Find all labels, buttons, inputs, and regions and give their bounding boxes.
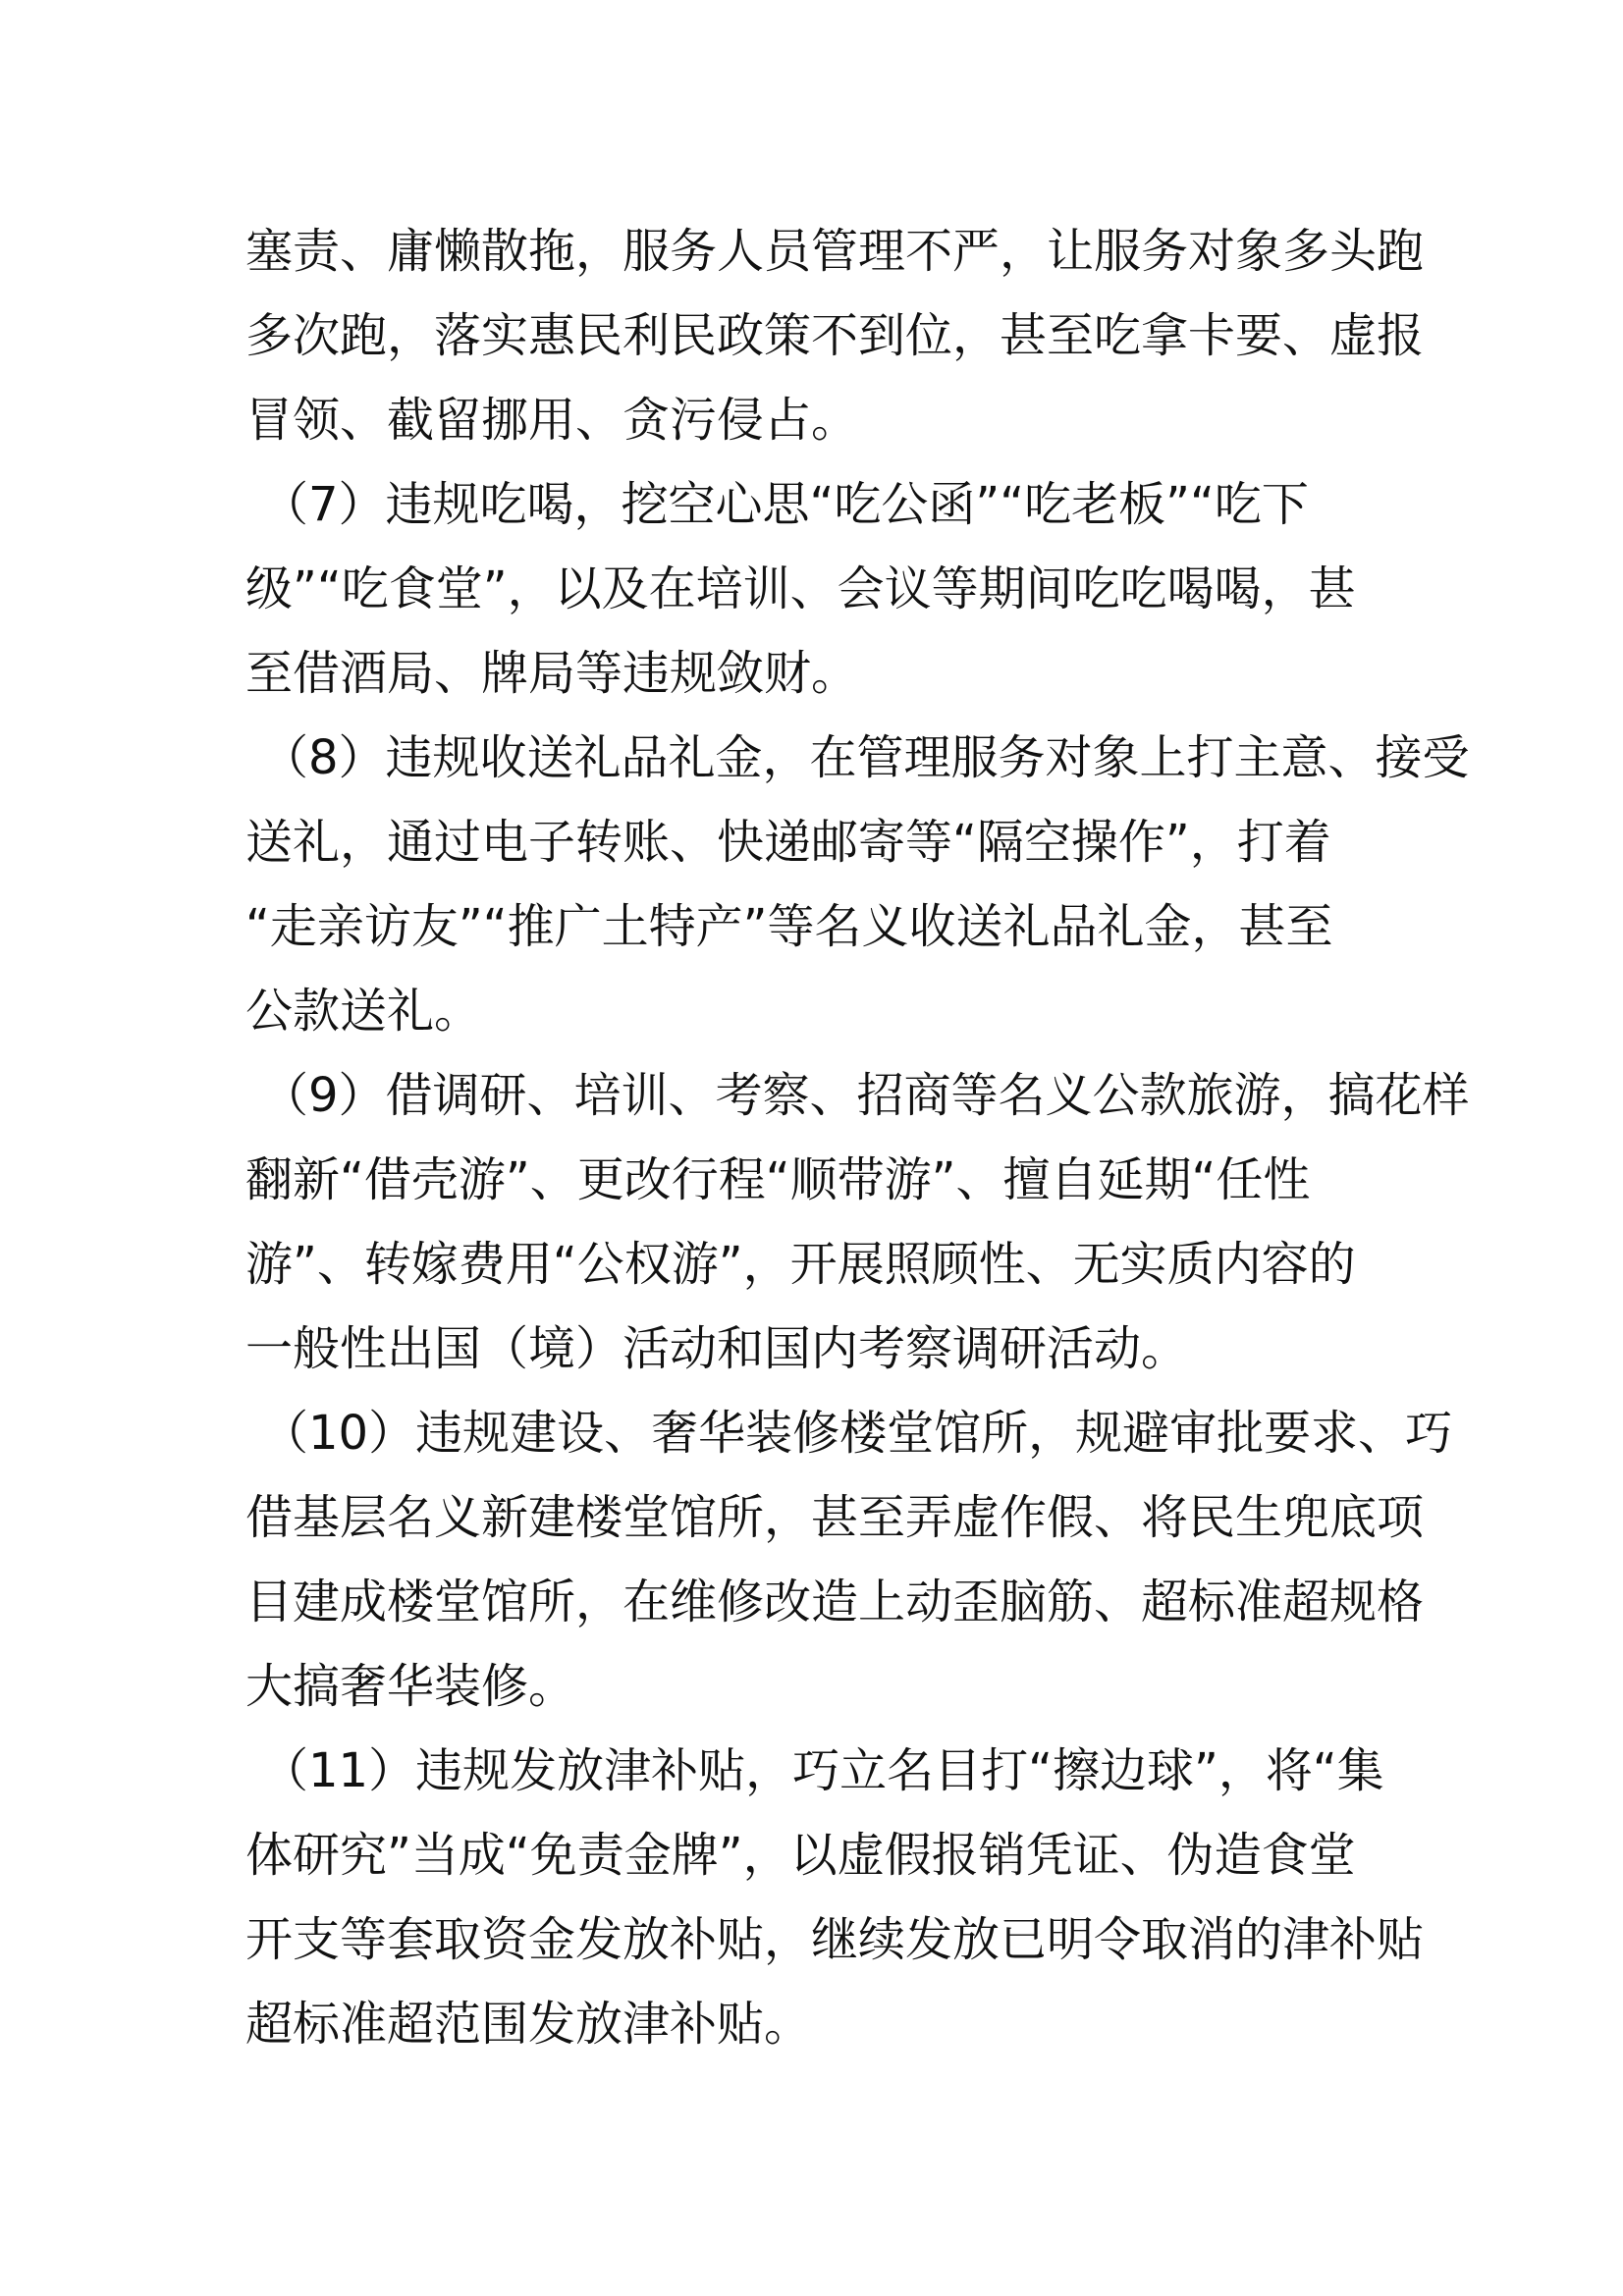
text-line: 体研究”当成“免责金牌”，以虚假报销凭证、伪造食堂 (245, 1828, 1356, 1883)
text-line: 级”“吃食堂”，以及在培训、会议等期间吃吃喝喝，甚 (245, 561, 1356, 616)
paragraph-7-start: （7）违规吃喝，挖空心思“吃公函”“吃老板”“吃下 (261, 477, 1309, 532)
text-line: 送礼，通过电子转账、快递邮寄等“隔空操作”，打着 (245, 815, 1331, 870)
text-line: 公款送礼。 (245, 984, 482, 1039)
text-line: “走亲访友”“推广土特产”等名义收送礼品礼金，甚至 (245, 899, 1333, 954)
text-line: 多次跑，落实惠民利民政策不到位，甚至吃拿卡要、虚报 (245, 308, 1425, 363)
paragraph-11-start: （11）违规发放津补贴，巧立名目打“擦边球”，将“集 (261, 1743, 1384, 1798)
text-line: 开支等套取资金发放补贴，继续发放已明令取消的津补贴 (245, 1912, 1425, 1967)
paragraph-8-start: （8）违规收送礼品礼金，在管理服务对象上打主意、接受 (261, 730, 1470, 785)
text-line: 游”、转嫁费用“公权游”，开展照顾性、无实质内容的 (245, 1237, 1356, 1292)
text-line: 至借酒局、牌局等违规敛财。 (245, 646, 859, 701)
text-line: 塞责、庸懒散拖，服务人员管理不严，让服务对象多头跑 (245, 224, 1425, 279)
text-line: 一般性出国（境）活动和国内考察调研活动。 (245, 1321, 1189, 1376)
text-line: 目建成楼堂馆所，在维修改造上动歪脑筋、超标准超规格 (245, 1575, 1425, 1629)
text-line: 翻新“借壳游”、更改行程“顺带游”、擅自延期“任性 (245, 1152, 1311, 1207)
text-line: 借基层名义新建楼堂馆所，甚至弄虚作假、将民生兜底项 (245, 1490, 1425, 1545)
text-line: 冒领、截留挪用、贪污侵占。 (245, 393, 859, 448)
text-line: 大搞奢华装修。 (245, 1659, 576, 1714)
paragraph-9-start: （9）借调研、培训、考察、招商等名义公款旅游，搞花样 (261, 1068, 1470, 1123)
text-line: 超标准超范围发放津补贴。 (245, 1997, 812, 2052)
paragraph-10-start: （10）违规建设、奢华装修楼堂馆所，规避审批要求、巧 (261, 1406, 1453, 1461)
